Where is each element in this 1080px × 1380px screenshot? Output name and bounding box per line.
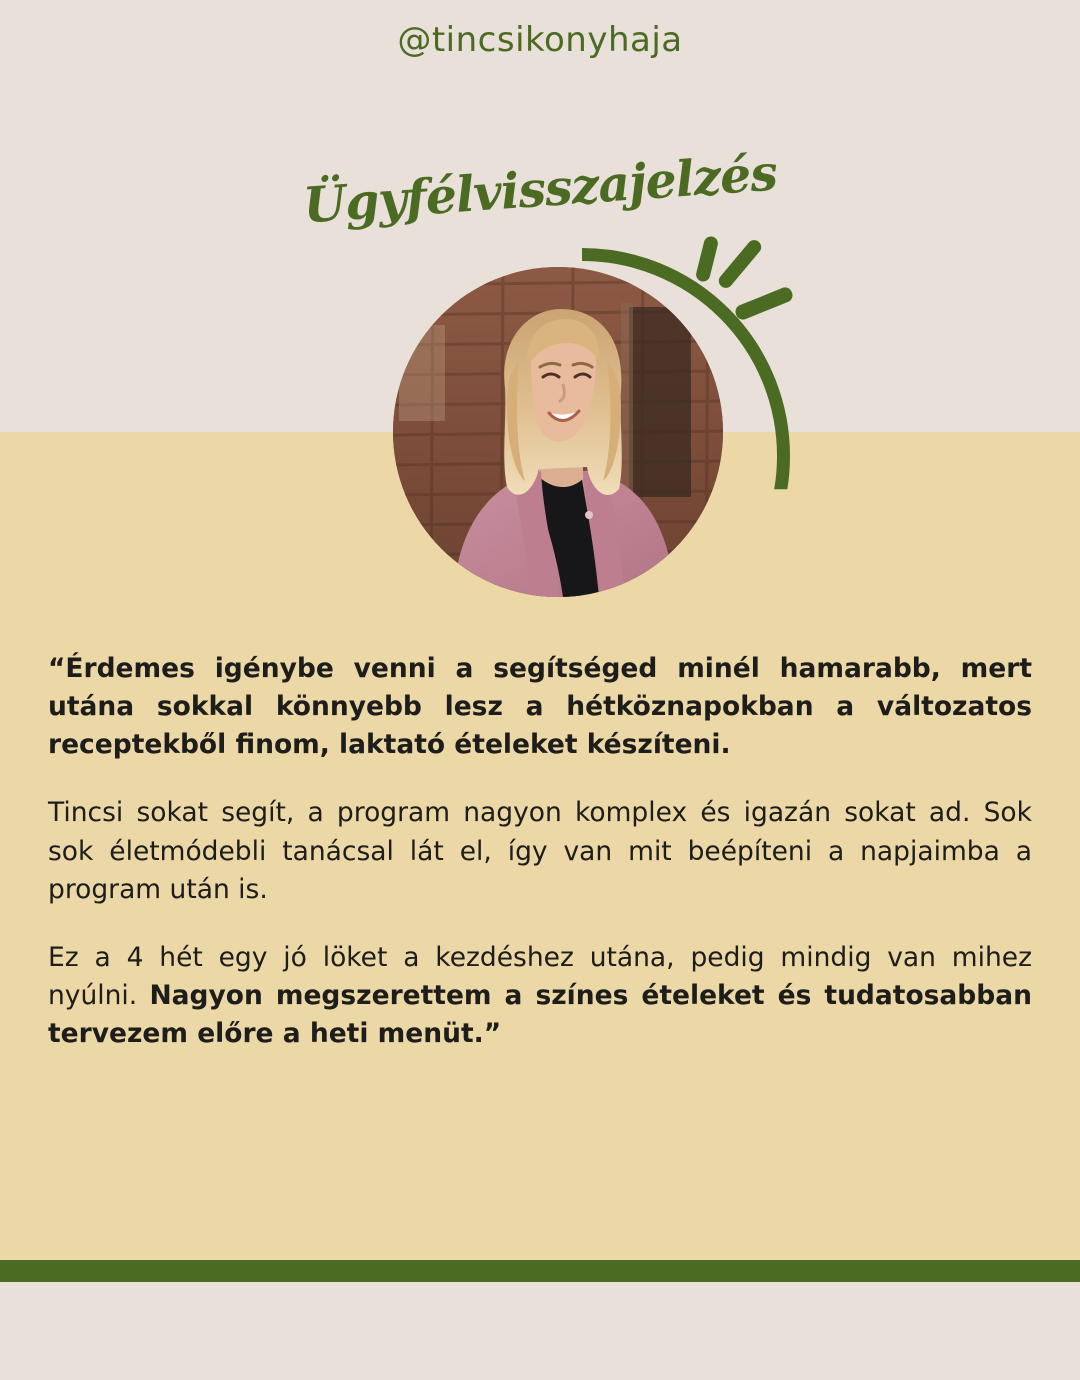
account-handle: @tincsikonyhaja [397,20,683,60]
page-title: Ügyfélvisszajelzés [301,143,779,235]
testimonial-paragraph-1: “Érdemes igénybe venni a segítséged minél hamarabb, mert utána sokkal könnyebb lesz a hétköznapokban a változatos receptekből finom, laktató ételeket készíteni. [48,653,1032,761]
testimonial-paragraph-2: Tincsi sokat segít, a program nagyon komplex és igazán sokat ad. Sok sok életmódebli tanácsal lát el, így van mit beépíteni a napjaimba a program után is. [48,797,1032,905]
testimonial-paragraph-3 [48,939,1032,1053]
testimonial-text [48,650,1032,1053]
woman-portrait-illustration [393,267,723,597]
testimonial-paragraph-3-bold: Nagyon megszerettem a színes ételeket és tudatosabban tervezem előre a heti menüt.” [48,980,1032,1050]
testimonial-paragraph-3-regular: Ez a 4 hét egy jó löket a kezdéshez utána, pedig mindig van mihez nyúlni. [48,941,1032,1012]
avatar [393,267,723,597]
footer-divider-rule [0,1260,1080,1282]
background-band-bottom [0,1282,1080,1380]
